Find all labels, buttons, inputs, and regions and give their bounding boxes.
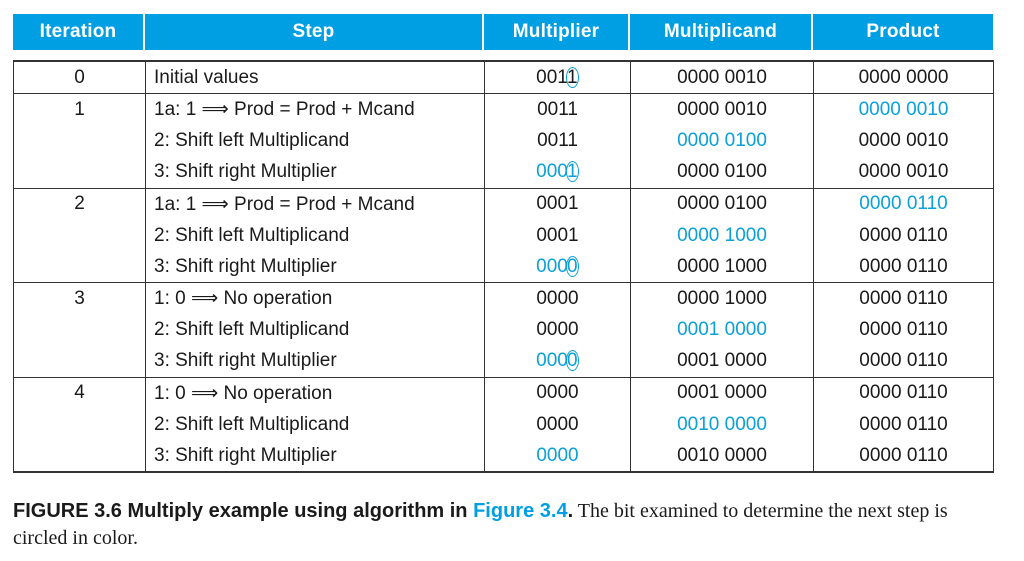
product-cell: 0000 0000 xyxy=(814,61,994,94)
multiplicand-cell: 0001 0000 xyxy=(631,377,814,409)
multiplicand-cell: 0000 1000 xyxy=(631,283,814,315)
product-cell: 0000 0110 xyxy=(814,346,994,378)
step-cell: 3: Shift right Multiplier xyxy=(146,251,485,283)
multiplier-cell xyxy=(485,94,631,126)
table-row xyxy=(14,157,994,189)
circled-bit: 1 xyxy=(567,66,578,88)
multiplier-cell xyxy=(485,61,631,94)
caption-title xyxy=(13,500,473,522)
step-cell: 1: 0 ⟹ No operation xyxy=(146,283,485,315)
multiplier-value: 0000 xyxy=(536,287,579,309)
iteration-cell: 0 xyxy=(14,61,146,94)
iteration-cell: 1 xyxy=(14,94,146,126)
step-cell: 2: Shift left Multiplicand xyxy=(146,409,485,440)
table-row xyxy=(14,315,994,346)
circled-bit: 1 xyxy=(567,161,578,183)
multiplier-value: 0001 xyxy=(536,224,579,246)
multiplier-value: 0011 xyxy=(537,129,578,151)
step-cell: 2: Shift left Multiplicand xyxy=(146,125,485,156)
multiplier-value: 0000 xyxy=(536,444,579,466)
multiplicand-cell: 0010 0000 xyxy=(631,440,814,472)
multiplier-cell xyxy=(485,440,631,472)
product-cell: 0000 0110 xyxy=(814,377,994,409)
table-row xyxy=(14,346,994,378)
table-row xyxy=(14,251,994,283)
table-row xyxy=(14,377,994,409)
multiplier-cell xyxy=(485,409,631,440)
product-cell: 0000 0110 xyxy=(814,440,994,472)
multiplier-cell xyxy=(485,220,631,251)
iteration-cell xyxy=(14,409,146,440)
header-iteration: Iteration xyxy=(13,14,145,50)
multiply-table xyxy=(13,60,994,473)
step-cell: 2: Shift left Multiplicand xyxy=(146,315,485,346)
table-row xyxy=(14,61,994,94)
product-cell: 0000 0110 xyxy=(814,409,994,440)
multiplier-cell xyxy=(485,346,631,378)
multiplicand-cell: 0000 0100 xyxy=(631,157,814,189)
multiplier-value: 000 xyxy=(536,255,568,277)
figure-reference-link[interactable]: Figure 3.4 xyxy=(473,500,568,522)
product-cell: 0000 0110 xyxy=(814,188,994,220)
table-row xyxy=(14,94,994,126)
multiplicand-cell: 0000 1000 xyxy=(631,220,814,251)
table-row xyxy=(14,440,994,472)
circled-bit: 0 xyxy=(567,350,578,372)
step-cell: 3: Shift right Multiplier xyxy=(146,157,485,189)
multiplier-value: 0000 xyxy=(536,413,579,435)
iteration-cell xyxy=(14,315,146,346)
multiplier-cell xyxy=(485,315,631,346)
multiplier-cell xyxy=(485,157,631,189)
header-step: Step xyxy=(145,14,484,50)
iteration-cell xyxy=(14,220,146,251)
multiplier-value: 0001 xyxy=(536,193,579,215)
multiplier-value: 0000 xyxy=(536,382,579,404)
multiplier-value: 0000 xyxy=(536,319,579,341)
multiplicand-cell: 0001 0000 xyxy=(631,346,814,378)
product-cell: 0000 0110 xyxy=(814,220,994,251)
figure-caption xyxy=(13,498,998,552)
multiplier-value: 0011 xyxy=(537,98,578,120)
multiplicand-cell: 0000 0100 xyxy=(631,125,814,156)
figure-label: FIGURE 3.6 xyxy=(13,500,122,522)
step-cell: 1a: 1 ⟹ Prod = Prod + Mcand xyxy=(146,188,485,220)
multiplier-cell xyxy=(485,125,631,156)
product-cell: 0000 0010 xyxy=(814,125,994,156)
product-cell: 0000 0110 xyxy=(814,251,994,283)
caption-title-pre: Multiply example using algorithm in xyxy=(127,500,474,522)
header-multiplier: Multiplier xyxy=(484,14,630,50)
multiplicand-cell: 0000 0010 xyxy=(631,94,814,126)
caption-text: The bit examined to determine the next step is circled in color. xyxy=(13,500,948,549)
multiplier-cell xyxy=(485,377,631,409)
table-row xyxy=(14,283,994,315)
iteration-cell: 2 xyxy=(14,188,146,220)
product-cell: 0000 0010 xyxy=(814,94,994,126)
table-row xyxy=(14,188,994,220)
multiplicand-cell: 0000 0010 xyxy=(631,61,814,94)
iteration-cell: 4 xyxy=(14,377,146,409)
product-cell: 0000 0010 xyxy=(814,157,994,189)
iteration-cell xyxy=(14,251,146,283)
multiplicand-cell: 0001 0000 xyxy=(631,315,814,346)
product-cell: 0000 0110 xyxy=(814,283,994,315)
header-product: Product xyxy=(813,14,993,50)
table-row xyxy=(14,125,994,156)
caption-title-end: . xyxy=(567,500,574,522)
circled-bit: 0 xyxy=(567,255,578,277)
step-cell: 1: 0 ⟹ No operation xyxy=(146,377,485,409)
iteration-cell xyxy=(14,346,146,378)
header-multiplicand: Multiplicand xyxy=(630,14,813,50)
multiplier-value: 001 xyxy=(536,66,568,88)
table-row xyxy=(14,220,994,251)
iteration-cell xyxy=(14,157,146,189)
iteration-cell: 3 xyxy=(14,283,146,315)
multiplier-value: 000 xyxy=(536,350,568,372)
product-cell: 0000 0110 xyxy=(814,315,994,346)
multiplicand-cell: 0000 0100 xyxy=(631,188,814,220)
iteration-cell xyxy=(14,125,146,156)
multiplicand-cell: 0010 0000 xyxy=(631,409,814,440)
step-cell: 3: Shift right Multiplier xyxy=(146,346,485,378)
multiplier-cell xyxy=(485,251,631,283)
multiplier-cell xyxy=(485,283,631,315)
step-cell: 2: Shift left Multiplicand xyxy=(146,220,485,251)
multiplicand-cell: 0000 1000 xyxy=(631,251,814,283)
table-row xyxy=(14,409,994,440)
multiplier-cell xyxy=(485,188,631,220)
step-cell: Initial values xyxy=(146,61,485,94)
step-cell: 1a: 1 ⟹ Prod = Prod + Mcand xyxy=(146,94,485,126)
table-header xyxy=(13,14,993,50)
step-cell: 3: Shift right Multiplier xyxy=(146,440,485,472)
iteration-cell xyxy=(14,440,146,472)
multiplier-value: 000 xyxy=(536,161,568,183)
